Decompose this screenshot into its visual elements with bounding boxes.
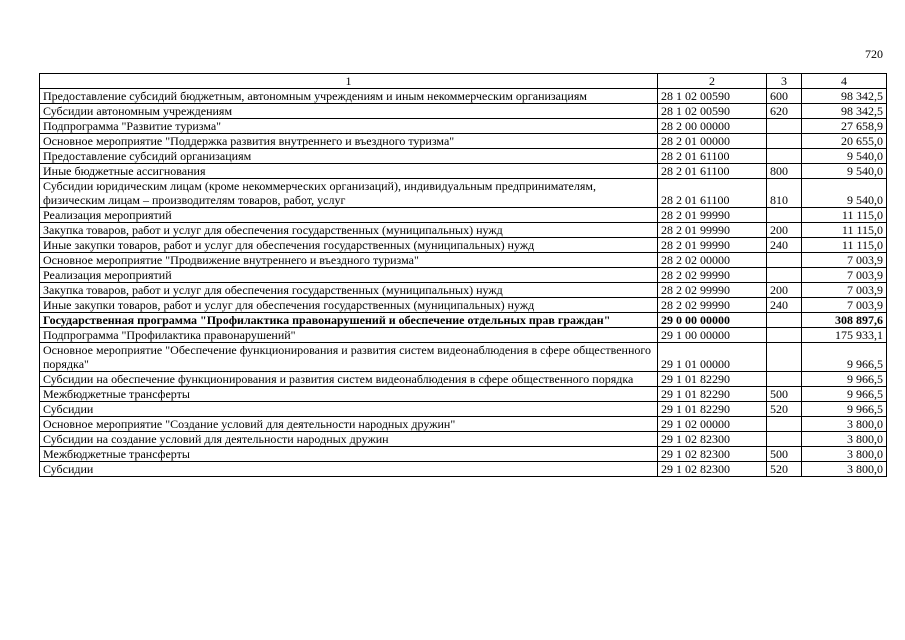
row-code-cell: 28 2 01 61100 (658, 179, 767, 208)
row-name-cell: Иные бюджетные ассигнования (40, 164, 658, 179)
row-amount-cell: 9 966,5 (802, 387, 887, 402)
row-code-cell: 28 2 01 61100 (658, 164, 767, 179)
row-type-cell: 810 (767, 179, 802, 208)
table-row (40, 104, 887, 119)
row-type-cell (767, 372, 802, 387)
row-name-cell: Закупка товаров, работ и услуг для обеспечения государственных (муниципальных) нужд (40, 283, 658, 298)
row-amount-cell: 11 115,0 (802, 223, 887, 238)
header-row (40, 74, 887, 89)
table-row (40, 417, 887, 432)
row-amount-cell: 9 540,0 (802, 179, 887, 208)
row-name-cell: Предоставление субсидий организациям (40, 149, 658, 164)
row-code-cell: 28 2 02 00000 (658, 253, 767, 268)
row-name-cell: Основное мероприятие "Создание условий для деятельности народных дружин" (40, 417, 658, 432)
row-type-cell: 800 (767, 164, 802, 179)
row-type-cell (767, 253, 802, 268)
table-row (40, 462, 887, 477)
row-amount-cell: 9 966,5 (802, 402, 887, 417)
row-code-cell: 29 1 00 00000 (658, 328, 767, 343)
row-code-cell: 29 1 02 82300 (658, 447, 767, 462)
row-amount-cell: 9 540,0 (802, 164, 887, 179)
table-row (40, 313, 887, 328)
row-amount-cell: 98 342,5 (802, 89, 887, 104)
row-type-cell (767, 149, 802, 164)
row-type-cell (767, 268, 802, 283)
row-amount-cell: 7 003,9 (802, 253, 887, 268)
table-row (40, 238, 887, 253)
table-row (40, 223, 887, 238)
row-type-cell (767, 432, 802, 447)
table-row (40, 268, 887, 283)
table-row (40, 387, 887, 402)
table-row (40, 208, 887, 223)
row-code-cell: 29 0 00 00000 (658, 313, 767, 328)
row-name-cell: Предоставление субсидий бюджетным, автономным учреждениям и иным некоммерческим организациям (40, 89, 658, 104)
row-code-cell: 28 1 02 00590 (658, 104, 767, 119)
row-code-cell: 29 1 01 82290 (658, 402, 767, 417)
row-type-cell (767, 134, 802, 149)
row-amount-cell: 98 342,5 (802, 104, 887, 119)
row-code-cell: 28 2 01 00000 (658, 134, 767, 149)
row-type-cell: 620 (767, 104, 802, 119)
row-type-cell: 240 (767, 238, 802, 253)
row-amount-cell: 9 540,0 (802, 149, 887, 164)
row-type-cell: 200 (767, 283, 802, 298)
row-amount-cell: 11 115,0 (802, 238, 887, 253)
row-type-cell: 520 (767, 462, 802, 477)
row-name-cell: Субсидии (40, 462, 658, 477)
row-amount-cell: 3 800,0 (802, 432, 887, 447)
table-row (40, 89, 887, 104)
row-code-cell: 28 2 01 99990 (658, 223, 767, 238)
row-type-cell (767, 313, 802, 328)
table-row (40, 402, 887, 417)
row-name-cell: Субсидии юридическим лицам (кроме некоммерческих организаций), индивидуальным предпринимателям, физическим лицам – производителям товаров, работ, услуг (40, 179, 658, 208)
table-row (40, 283, 887, 298)
row-name-cell: Подпрограмма "Профилактика правонарушений" (40, 328, 658, 343)
row-type-cell (767, 343, 802, 372)
row-name-cell: Основное мероприятие "Поддержка развития внутреннего и въездного туризма" (40, 134, 658, 149)
row-name-cell: Закупка товаров, работ и услуг для обеспечения государственных (муниципальных) нужд (40, 223, 658, 238)
row-code-cell: 28 1 02 00590 (658, 89, 767, 104)
row-code-cell: 29 1 02 82300 (658, 462, 767, 477)
table-row (40, 343, 887, 372)
row-code-cell: 29 1 01 00000 (658, 343, 767, 372)
row-code-cell: 29 1 02 00000 (658, 417, 767, 432)
row-code-cell: 28 2 01 61100 (658, 149, 767, 164)
row-name-cell: Субсидии на создание условий для деятельности народных дружин (40, 432, 658, 447)
row-type-cell (767, 119, 802, 134)
row-amount-cell: 3 800,0 (802, 417, 887, 432)
row-name-cell: Реализация мероприятий (40, 268, 658, 283)
table-row (40, 253, 887, 268)
table-row (40, 179, 887, 208)
row-code-cell: 29 1 01 82290 (658, 372, 767, 387)
table-row (40, 119, 887, 134)
row-amount-cell: 9 966,5 (802, 372, 887, 387)
page-number: 720 (865, 47, 883, 61)
row-name-cell: Иные закупки товаров, работ и услуг для обеспечения государственных (муниципальных) нужд (40, 238, 658, 253)
row-amount-cell: 175 933,1 (802, 328, 887, 343)
row-type-cell: 240 (767, 298, 802, 313)
row-amount-cell: 7 003,9 (802, 268, 887, 283)
row-type-cell: 200 (767, 223, 802, 238)
header-cell-4: 4 (802, 74, 887, 89)
row-type-cell: 500 (767, 447, 802, 462)
row-name-cell: Межбюджетные трансферты (40, 447, 658, 462)
row-amount-cell: 308 897,6 (802, 313, 887, 328)
row-name-cell: Субсидии автономным учреждениям (40, 104, 658, 119)
row-name-cell: Подпрограмма "Развитие туризма" (40, 119, 658, 134)
row-code-cell: 29 1 01 82290 (658, 387, 767, 402)
header-cell-2: 2 (658, 74, 767, 89)
row-amount-cell: 7 003,9 (802, 298, 887, 313)
table-row (40, 149, 887, 164)
row-amount-cell: 3 800,0 (802, 462, 887, 477)
table-row (40, 164, 887, 179)
table-row (40, 432, 887, 447)
row-code-cell: 28 2 01 99990 (658, 238, 767, 253)
row-name-cell: Основное мероприятие "Продвижение внутреннего и въездного туризма" (40, 253, 658, 268)
row-amount-cell: 27 658,9 (802, 119, 887, 134)
row-name-cell: Основное мероприятие "Обеспечение функционирования и развития систем видеонаблюдения в сфере общественного порядка" (40, 343, 658, 372)
table-row (40, 372, 887, 387)
row-type-cell: 600 (767, 89, 802, 104)
row-code-cell: 28 2 01 99990 (658, 208, 767, 223)
row-name-cell: Государственная программа "Профилактика правонарушений и обеспечение отдельных прав граждан" (40, 313, 658, 328)
row-type-cell: 520 (767, 402, 802, 417)
row-code-cell: 28 2 02 99990 (658, 268, 767, 283)
row-type-cell (767, 417, 802, 432)
row-name-cell: Субсидии на обеспечение функционирования и развития систем видеонаблюдения в сфере общественного порядка (40, 372, 658, 387)
header-cell-1: 1 (40, 74, 658, 89)
row-name-cell: Субсидии (40, 402, 658, 417)
table-row (40, 447, 887, 462)
row-type-cell (767, 208, 802, 223)
row-amount-cell: 20 655,0 (802, 134, 887, 149)
row-amount-cell: 9 966,5 (802, 343, 887, 372)
row-name-cell: Реализация мероприятий (40, 208, 658, 223)
table-body (40, 89, 887, 477)
table-row (40, 298, 887, 313)
row-name-cell: Иные закупки товаров, работ и услуг для обеспечения государственных (муниципальных) нужд (40, 298, 658, 313)
row-code-cell: 28 2 00 00000 (658, 119, 767, 134)
row-amount-cell: 11 115,0 (802, 208, 887, 223)
row-type-cell (767, 328, 802, 343)
row-amount-cell: 7 003,9 (802, 283, 887, 298)
table-row (40, 134, 887, 149)
row-type-cell: 500 (767, 387, 802, 402)
budget-table (39, 73, 887, 477)
row-code-cell: 28 2 02 99990 (658, 283, 767, 298)
header-cell-3: 3 (767, 74, 802, 89)
row-amount-cell: 3 800,0 (802, 447, 887, 462)
table-row (40, 328, 887, 343)
row-code-cell: 28 2 02 99990 (658, 298, 767, 313)
row-name-cell: Межбюджетные трансферты (40, 387, 658, 402)
row-code-cell: 29 1 02 82300 (658, 432, 767, 447)
